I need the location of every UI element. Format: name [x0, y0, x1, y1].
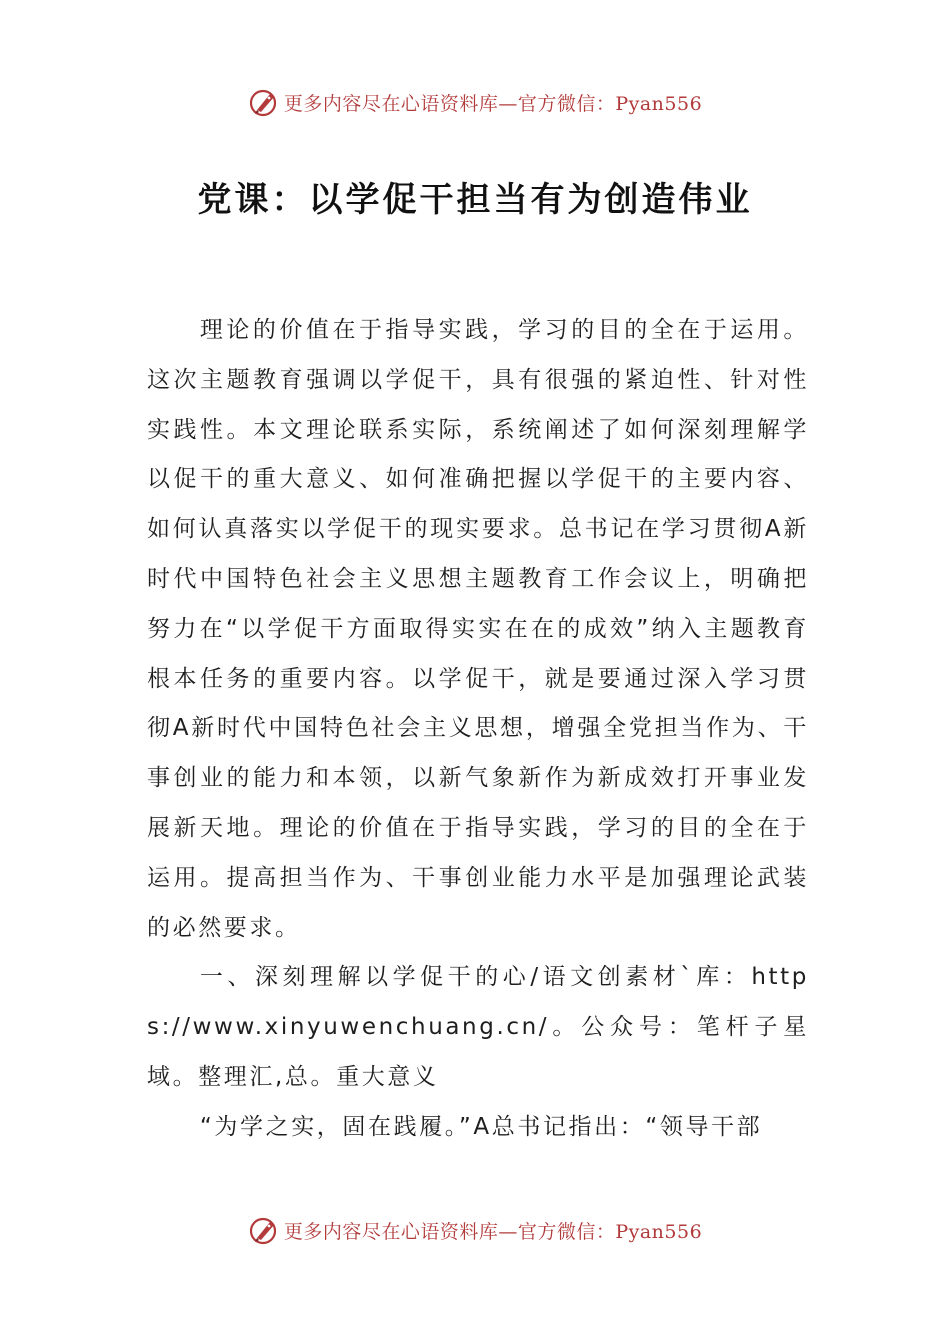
pen-nib-logo-icon — [248, 86, 280, 118]
paragraph-intro: 理论的价值在于指导实践，学习的目的全在于运用。这次主题教育强调以学促干，具有很强的紧迫性、针对性实践性。本文理论联系实际，系统阐述了如何深刻理解学以促干的重大意义、如何准确把握以学促干的主要内容、如何认真落实以学促干的现实要求。总书记在学习贯彻A新时代中国特色社会主义思想主题教育工作会议上，明确把努力在“以学促干方面取得实实在在的成效”纳入主题教育根本任务的重要内容。以学促干，就是要通过深入学习贯彻A新时代中国特色社会主义思想，增强全党担当作为、干事创业的能力和本领，以新气象新作为新成效打开事业发展新天地。理论的价值在于指导实践，学习的目的全在于运用。提高担当作为、干事创业能力水平是加强理论武装的必然要求。 — [147, 317, 809, 941]
header-banner-text: 更多内容尽在心语资料库—官方微信：Pyan556 — [283, 92, 703, 115]
pen-nib-logo-icon — [248, 1214, 280, 1246]
footer-banner — [0, 1210, 950, 1250]
paragraph-quote: “为学之实，固在践履。”A总书记指出：“领导干部 — [199, 1113, 763, 1140]
footer-banner-text: 更多内容尽在心语资料库—官方微信：Pyan556 — [283, 1220, 703, 1243]
header-banner — [0, 82, 950, 122]
paragraph-section-one-heading: 一、深刻理解以学促干的心/语文创素材`库：https://www.xinyuwenchuang.cn/。公众号：笔杆子星域。整理汇,总。重大意义 — [147, 964, 809, 1090]
document-body — [147, 306, 809, 1153]
page-title: 党课：以学促干担当有为创造伟业 — [197, 180, 753, 220]
